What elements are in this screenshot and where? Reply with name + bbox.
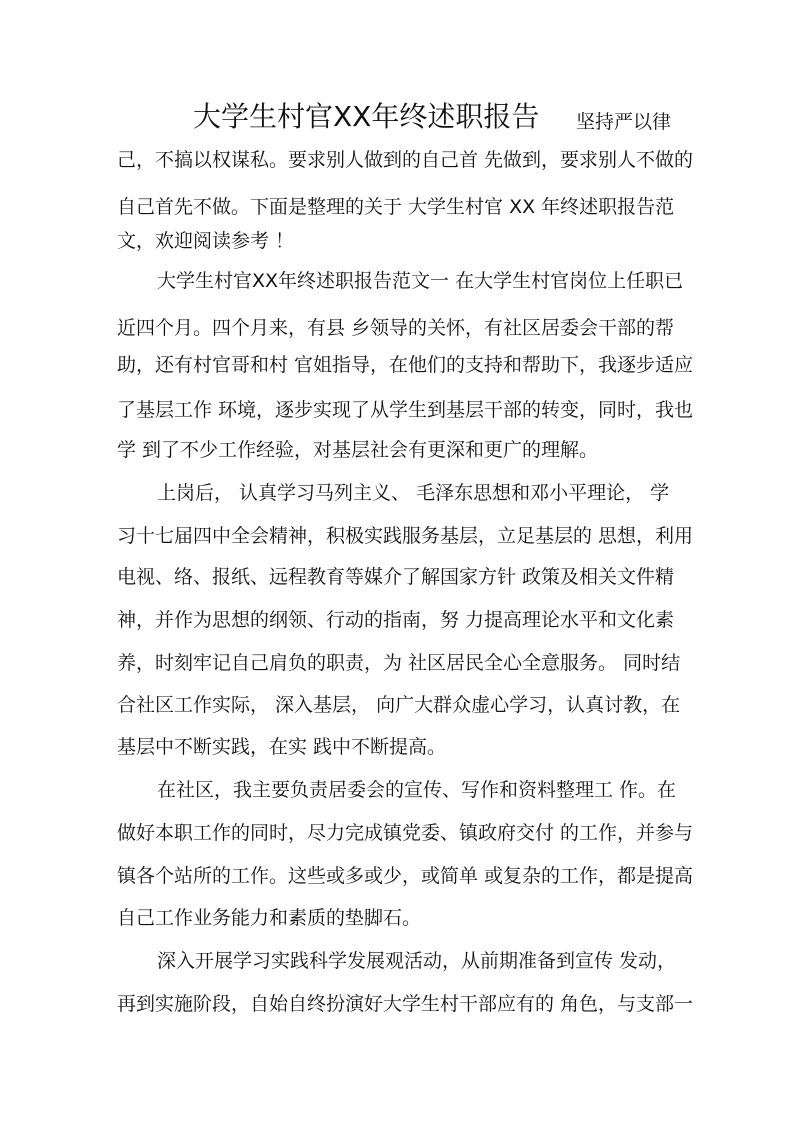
text-line: 深入开展学习实践科学发展观活动，从前期准备到宣传 发动， — [157, 950, 677, 972]
text-line: 大学生村官XX年终述职报告范文一 在大学生村官岗位上任职已 — [157, 270, 684, 292]
text-line: 习十七届四中全会精神，积极实践服务基层，立足基层的 思想，利用 — [117, 525, 694, 547]
text-line: 合社区工作实际， 深入基层， 向广大群众虚心学习，认真讨教，在 — [117, 694, 681, 716]
text-line: 在社区，我主要负责居委会的宣传、写作和资料整理工 作。在 — [157, 779, 677, 801]
text-line: 自己首先不做。下面是整理的关于 大学生村官 XX 年终述职报告范 — [117, 196, 675, 218]
text-line: 上岗后， 认真学习马列主义、 毛泽东思想和邓小平理论， 学 — [157, 482, 670, 504]
text-line: 己，不搞以权谋私。要求别人做到的自己首 先做到，要求别人不做的 — [117, 149, 694, 171]
text-line: 电视、络、报纸、远程教育等媒介了解国家方针 政策及相关文件精 — [117, 566, 675, 588]
text-line: 自己工作业务能力和素质的垫脚石。 — [117, 907, 422, 929]
document-title: 大学生村官XX年终述职报告 — [193, 100, 540, 133]
text-line: 近四个月。四个月来，有县 乡领导的关怀，有社区居委会干部的帮 — [117, 317, 675, 339]
text-line: 文，欢迎阅读参考 ！ — [117, 230, 295, 252]
text-line: 助，还有村官哥和村 官姐指导，在他们的支持和帮助下，我逐步适应 — [117, 354, 694, 376]
text-line: 镇各个站所的工作。这些或多或少，或简单 或复杂的工作，都是提高 — [117, 865, 694, 887]
text-line: 养，时刻牢记自己肩负的职责，为 社区居民全心全意服务。 同时结 — [117, 652, 681, 674]
text-line: 神，并作为思想的纲领、行动的指南，努 力提高理论水平和文化素 — [117, 609, 675, 631]
text-line: 基层中不断实践，在实 践中不断提高。 — [117, 736, 447, 758]
text-line: 学 到了不少工作经验，对基层社会有更深和更广的理解。 — [117, 439, 599, 461]
title-tail-text: 坚持严以律 — [576, 111, 672, 133]
text-line: 做好本职工作的同时，尽力完成镇党委、镇政府交付 的工作，并参与 — [117, 822, 694, 844]
text-line: 了基层工作 环境，逐步实现了从学生到基层干部的转变，同时，我也 — [117, 399, 694, 421]
text-line: 再到实施阶段，自始自终扮演好大学生村干部应有的 角色，与支部一 — [117, 993, 694, 1015]
